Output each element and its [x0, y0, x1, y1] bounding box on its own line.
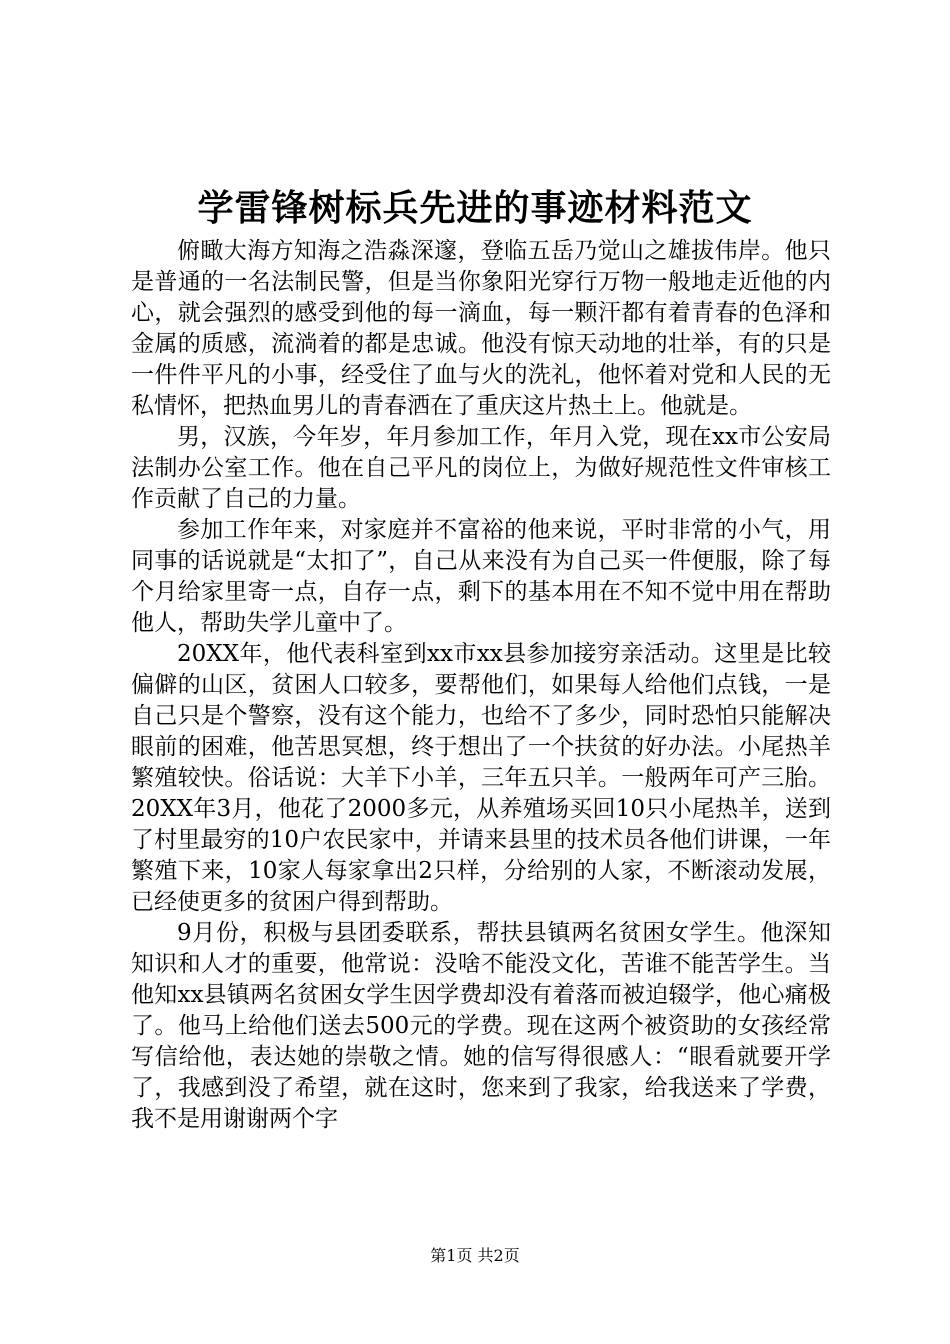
paragraph-student-aid: 9月份，积极与县团委联系，帮扶县镇两名贫困女学生。他深知知识和人才的重要，他常说：没啥不能没文化，苦谁不能苦学生。当他知xx县镇两名贫困女学生因学费却没有着落而被迫辍学，他心痛极了。他马上给他们送去500元的学费。现在这两个被资助的女孩经常写信给他，表达她的崇敬之情。她的信写得很感人：“眼看就要开学了，我感到没了希望，就在这时，您来到了我家，给我送来了学费，我不是用谢谢两个字 — [131, 920, 831, 1132]
document-body — [131, 236, 831, 1132]
document-title: 学雷锋树标兵先进的事迹材料范文 — [197, 187, 753, 229]
paragraph-intro: 俯瞰大海方知海之浩淼深邃，登临五岳乃觉山之雄拔伟岸。他只是普通的一名法制民警，但是当你象阳光穿行万物一般地走近他的内心，就会强烈的感受到他的每一滴血，每一颗汗都有着青春的色泽和金属的质感，流淌着的都是忠诚。他没有惊天动地的壮举，有的只是一件件平凡的小事，经受住了血与火的洗礼，他怀着对党和人民的无私情怀，把热血男儿的青春洒在了重庆这片热土上。他就是。 — [131, 238, 831, 419]
paragraph-frugality: 参加工作年来，对家庭并不富裕的他来说，平时非常的小气，用同事的话说就是“太扣了”，自己从来没有为自己买一件便服，除了每个月给家里寄一点，自存一点，剩下的基本用在不知不觉中用在帮助他人，帮助失学儿童中了。 — [131, 517, 831, 636]
paragraph-profile: 男，汉族，今年岁，年月参加工作，年月入党，现在xx市公安局法制办公室工作。他在自己平凡的岗位上，为做好规范性文件审核工作贡献了自己的力量。 — [131, 424, 831, 512]
page-number-footer: 第1页 共2页 — [430, 1246, 520, 1265]
paragraph-poverty-relief: 20XX年，他代表科室到xx市xx县参加接穷亲活动。这里是比较偏僻的山区，贫困人口较多，要帮他们，如果每人给他们点钱，一是自己只是个警察，没有这个能力，也给不了多少，同时恐怕只能解决眼前的困难，他苦思冥想，终于想出了一个扶贫的好办法。小尾热羊繁殖较快。俗话说：大羊下小羊，三年五只羊。一般两年可产三胎。20XX年3月，他花了2000多元，从养殖场买回10只小尾热羊，送到了村里最穷的10户农民家中，并请来县里的技术员各他们讲课，一年繁殖下来，10家人每家拿出2只样，分给别的人家，不断滚动发展，已经使更多的贫困户得到帮助。 — [131, 641, 831, 915]
